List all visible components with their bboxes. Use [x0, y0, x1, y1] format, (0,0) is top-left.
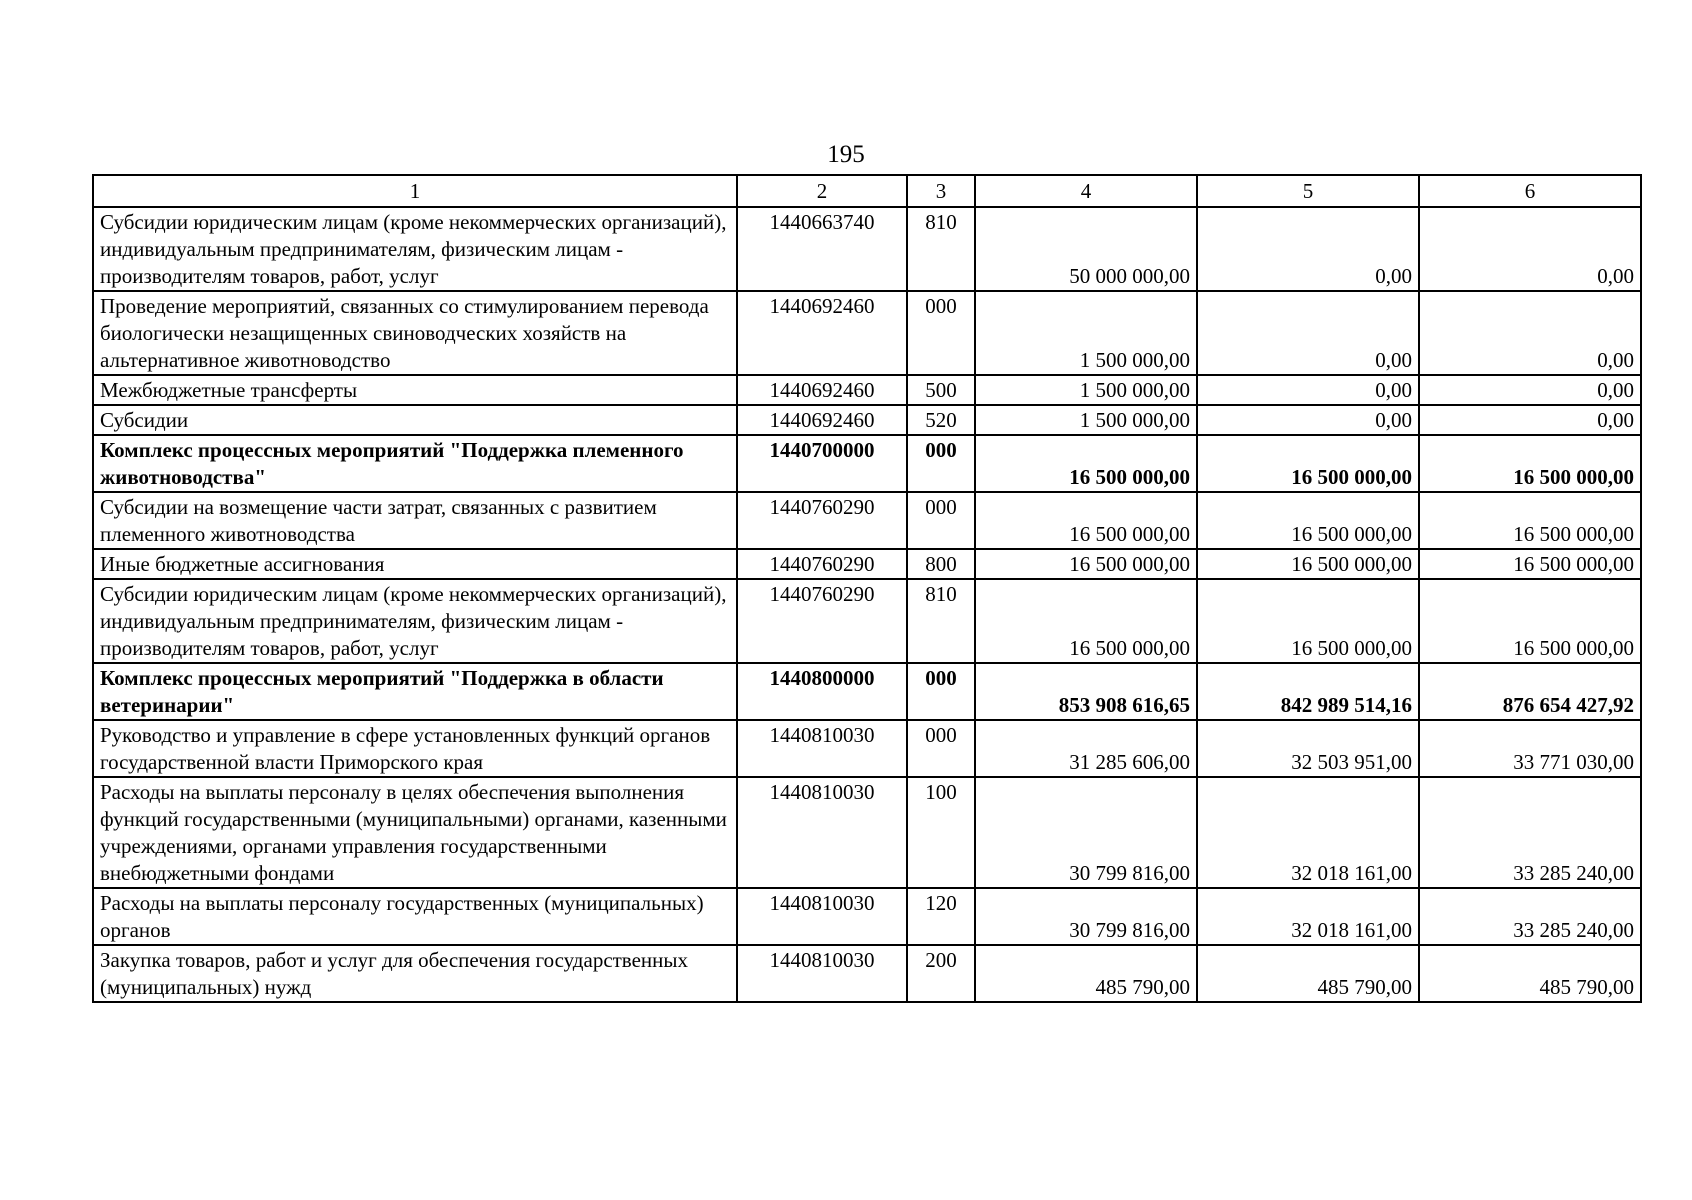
row-target-code: 1440760290 [737, 549, 907, 579]
row-amount-col6: 16 500 000,00 [1419, 579, 1641, 663]
table-row [93, 663, 1641, 720]
row-target-code: 1440663740 [737, 207, 907, 291]
row-description: Иные бюджетные ассигнования [93, 549, 737, 579]
row-target-code: 1440700000 [737, 435, 907, 492]
row-amount-col4: 16 500 000,00 [975, 579, 1197, 663]
table-body [93, 175, 1641, 1002]
row-amount-col5: 16 500 000,00 [1197, 579, 1419, 663]
row-amount-col4: 1 500 000,00 [975, 375, 1197, 405]
table-row [93, 579, 1641, 663]
row-amount-col5: 16 500 000,00 [1197, 492, 1419, 549]
row-amount-col6: 0,00 [1419, 375, 1641, 405]
row-expense-type: 000 [907, 435, 975, 492]
table-row [93, 375, 1641, 405]
row-amount-col4: 1 500 000,00 [975, 291, 1197, 375]
row-amount-col6: 876 654 427,92 [1419, 663, 1641, 720]
row-description: Руководство и управление в сфере установленных функций органов государственной власти Приморского края [93, 720, 737, 777]
row-amount-col6: 16 500 000,00 [1419, 549, 1641, 579]
row-amount-col4: 16 500 000,00 [975, 549, 1197, 579]
row-amount-col4: 30 799 816,00 [975, 777, 1197, 888]
row-expense-type: 500 [907, 375, 975, 405]
row-amount-col5: 32 018 161,00 [1197, 777, 1419, 888]
row-expense-type: 810 [907, 579, 975, 663]
row-amount-col6: 33 771 030,00 [1419, 720, 1641, 777]
column-header-1: 1 [93, 175, 737, 207]
row-expense-type: 000 [907, 492, 975, 549]
column-header-6: 6 [1419, 175, 1641, 207]
row-amount-col5: 16 500 000,00 [1197, 435, 1419, 492]
row-expense-type: 000 [907, 720, 975, 777]
row-expense-type: 000 [907, 663, 975, 720]
table-row [93, 405, 1641, 435]
row-amount-col5: 842 989 514,16 [1197, 663, 1419, 720]
row-amount-col6: 33 285 240,00 [1419, 777, 1641, 888]
row-amount-col4: 30 799 816,00 [975, 888, 1197, 945]
page-number: 195 [827, 141, 865, 168]
table-row [93, 207, 1641, 291]
table-row [93, 888, 1641, 945]
row-expense-type: 520 [907, 405, 975, 435]
row-amount-col5: 16 500 000,00 [1197, 549, 1419, 579]
row-amount-col5: 0,00 [1197, 375, 1419, 405]
table-row [93, 945, 1641, 1002]
row-amount-col6: 33 285 240,00 [1419, 888, 1641, 945]
table-row [93, 777, 1641, 888]
row-target-code: 1440800000 [737, 663, 907, 720]
column-header-2: 2 [737, 175, 907, 207]
row-target-code: 1440760290 [737, 579, 907, 663]
table-row [93, 435, 1641, 492]
row-description: Субсидии юридическим лицам (кроме некоммерческих организаций), индивидуальным предпринимателям, физическим лицам - производителям товаров, работ, услуг [93, 579, 737, 663]
row-description: Закупка товаров, работ и услуг для обеспечения государственных (муниципальных) нужд [93, 945, 737, 1002]
row-amount-col4: 853 908 616,65 [975, 663, 1197, 720]
row-amount-col4: 1 500 000,00 [975, 405, 1197, 435]
row-amount-col6: 0,00 [1419, 291, 1641, 375]
row-amount-col6: 16 500 000,00 [1419, 492, 1641, 549]
row-description: Субсидии юридическим лицам (кроме некоммерческих организаций), индивидуальным предпринимателям, физическим лицам - производителям товаров, работ, услуг [93, 207, 737, 291]
row-expense-type: 000 [907, 291, 975, 375]
row-target-code: 1440692460 [737, 375, 907, 405]
row-description: Проведение мероприятий, связанных со стимулированием перевода биологически незащищенных свиноводческих хозяйств на альтернативное животноводство [93, 291, 737, 375]
row-amount-col4: 485 790,00 [975, 945, 1197, 1002]
table-header-row [93, 175, 1641, 207]
table-row [93, 720, 1641, 777]
column-header-3: 3 [907, 175, 975, 207]
row-description: Комплекс процессных мероприятий "Поддержка племенного животноводства" [93, 435, 737, 492]
row-target-code: 1440692460 [737, 291, 907, 375]
row-amount-col5: 0,00 [1197, 207, 1419, 291]
table-row [93, 492, 1641, 549]
row-amount-col5: 485 790,00 [1197, 945, 1419, 1002]
row-amount-col4: 50 000 000,00 [975, 207, 1197, 291]
row-description: Комплекс процессных мероприятий "Поддержка в области ветеринарии" [93, 663, 737, 720]
row-amount-col4: 16 500 000,00 [975, 492, 1197, 549]
row-description: Субсидии на возмещение части затрат, связанных с развитием племенного животноводства [93, 492, 737, 549]
row-amount-col5: 0,00 [1197, 405, 1419, 435]
row-target-code: 1440810030 [737, 888, 907, 945]
row-amount-col6: 0,00 [1419, 405, 1641, 435]
row-amount-col6: 16 500 000,00 [1419, 435, 1641, 492]
row-expense-type: 120 [907, 888, 975, 945]
row-amount-col5: 32 018 161,00 [1197, 888, 1419, 945]
row-amount-col4: 31 285 606,00 [975, 720, 1197, 777]
row-amount-col5: 32 503 951,00 [1197, 720, 1419, 777]
row-amount-col4: 16 500 000,00 [975, 435, 1197, 492]
row-amount-col6: 0,00 [1419, 207, 1641, 291]
table-row [93, 291, 1641, 375]
row-target-code: 1440692460 [737, 405, 907, 435]
row-description: Расходы на выплаты персоналу государственных (муниципальных) органов [93, 888, 737, 945]
budget-table [92, 174, 1642, 1003]
column-header-5: 5 [1197, 175, 1419, 207]
row-expense-type: 800 [907, 549, 975, 579]
column-header-4: 4 [975, 175, 1197, 207]
row-target-code: 1440810030 [737, 945, 907, 1002]
row-expense-type: 810 [907, 207, 975, 291]
row-amount-col6: 485 790,00 [1419, 945, 1641, 1002]
row-description: Межбюджетные трансферты [93, 375, 737, 405]
row-description: Расходы на выплаты персоналу в целях обеспечения выполнения функций государственными (муниципальными) органами, казенными учреждениями, органами управления государственными внебюджетными фондами [93, 777, 737, 888]
row-target-code: 1440810030 [737, 720, 907, 777]
row-description: Субсидии [93, 405, 737, 435]
row-expense-type: 200 [907, 945, 975, 1002]
table-row [93, 549, 1641, 579]
row-amount-col5: 0,00 [1197, 291, 1419, 375]
row-target-code: 1440810030 [737, 777, 907, 888]
row-expense-type: 100 [907, 777, 975, 888]
row-target-code: 1440760290 [737, 492, 907, 549]
